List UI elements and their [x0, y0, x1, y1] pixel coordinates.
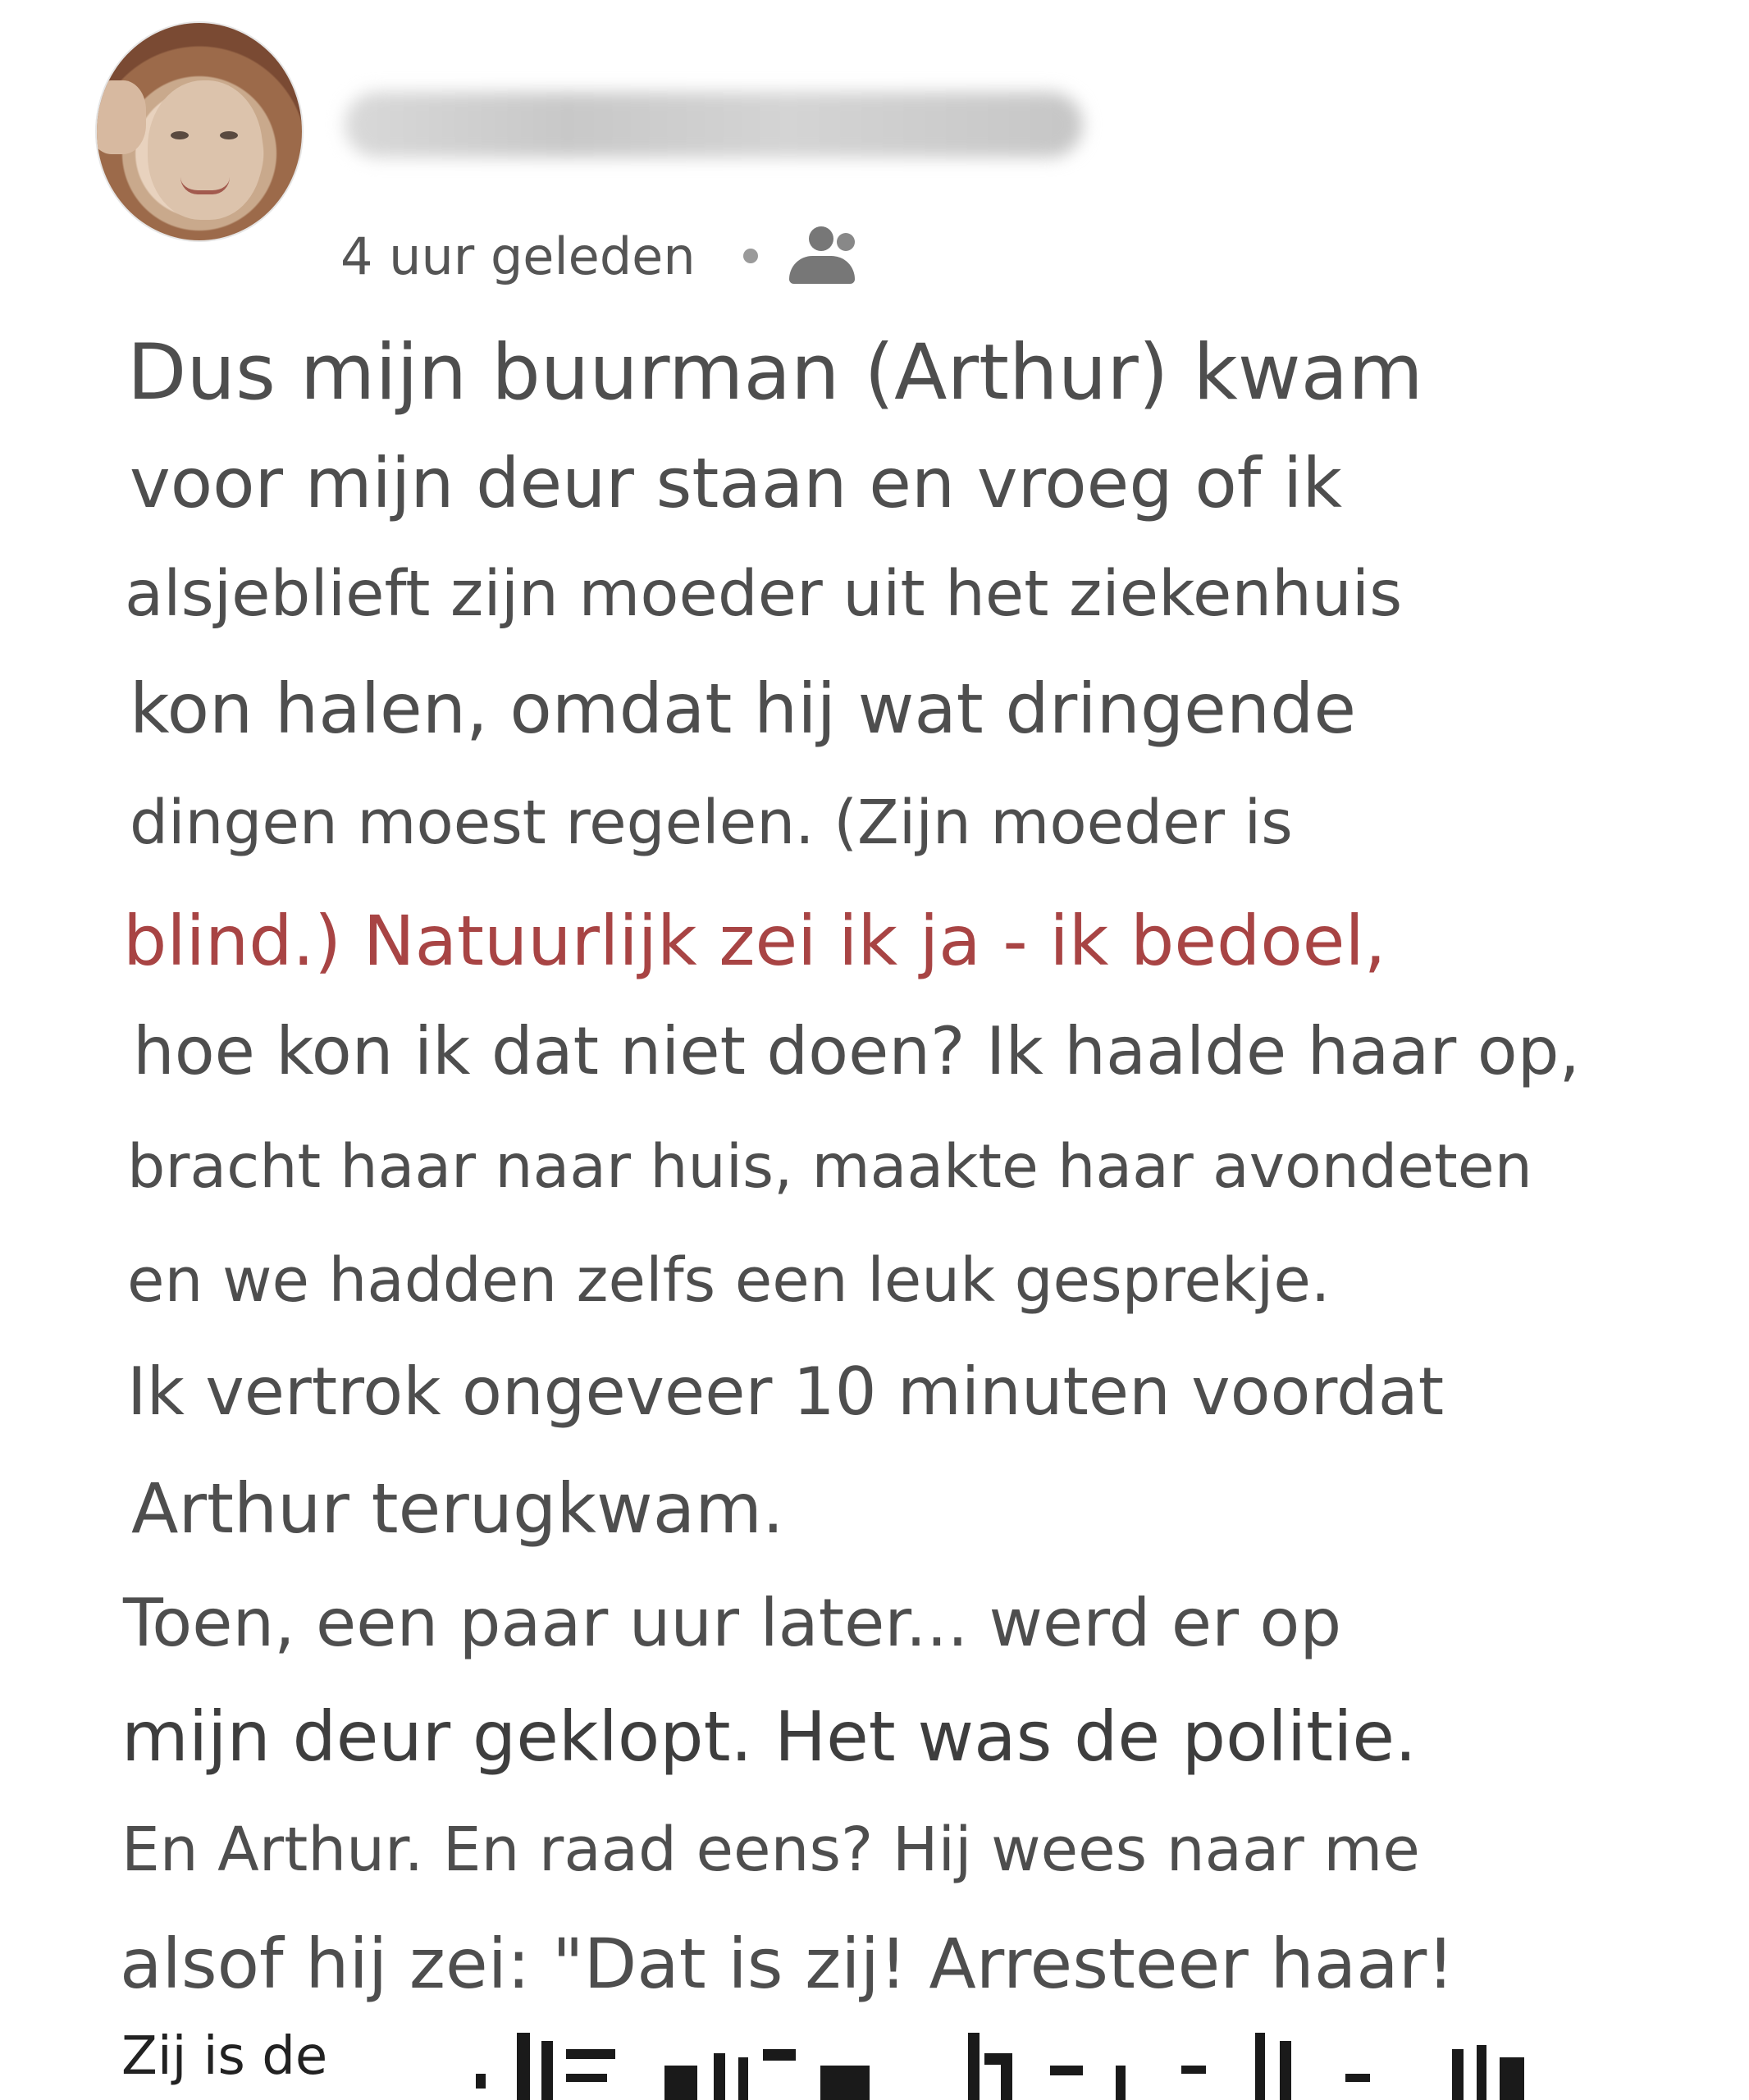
username-blurred[interactable]	[345, 92, 1083, 158]
post-text-line-highlighted: blind.) Natuurlijk zei ik ja - ik bedoel,	[123, 901, 1386, 981]
post-text-line: Toen, een paar uur later... werd er op	[123, 1585, 1342, 1661]
people-icon[interactable]	[783, 223, 861, 289]
avatar-mouth	[180, 177, 230, 194]
post-text-line: mijn deur geklopt. Het was de politie.	[121, 1696, 1417, 1777]
post-text-line: bracht haar naar huis, maakte haar avondeten	[127, 1132, 1532, 1202]
post-timestamp[interactable]: 4 uur geleden	[340, 226, 696, 286]
post-text-line: dingen moest regelen. (Zijn moeder is	[130, 788, 1293, 858]
garbled-text-fragment	[459, 2016, 1739, 2100]
avatar-eye	[220, 131, 238, 139]
avatar-eye	[171, 131, 189, 139]
avatar-face	[148, 80, 263, 220]
post-text-line: En Arthur. En raad eens? Hij wees naar me	[121, 1815, 1420, 1885]
post-text-line: Arthur terugkwam.	[131, 1468, 784, 1549]
post-text-line: hoe kon ik dat niet doen? Ik haalde haar op,	[133, 1013, 1580, 1089]
avatar[interactable]	[97, 23, 302, 240]
post-text-line: voor mijn deur staan en vroeg of ik	[130, 443, 1342, 523]
post-text-line: en we hadden zelfs een leuk gesprekje.	[127, 1245, 1331, 1316]
post-text-line: alsjeblieft zijn moeder uit het ziekenhuis	[125, 558, 1403, 631]
post-text-line: Ik vertrok ongeveer 10 minuten voordat	[127, 1354, 1445, 1430]
post-text-line: Dus mijn buurman (Arthur) kwam	[127, 328, 1423, 418]
post-text-line: alsof hij zei: "Dat is zij! Arresteer haar!	[120, 1924, 1454, 2004]
post-text-cutoff: Zij is de	[121, 2026, 328, 2087]
separator-dot	[743, 249, 758, 263]
post-meta	[340, 223, 861, 289]
avatar-hand	[97, 80, 146, 154]
post-text-line: kon halen, omdat hij wat dringende	[130, 669, 1357, 749]
